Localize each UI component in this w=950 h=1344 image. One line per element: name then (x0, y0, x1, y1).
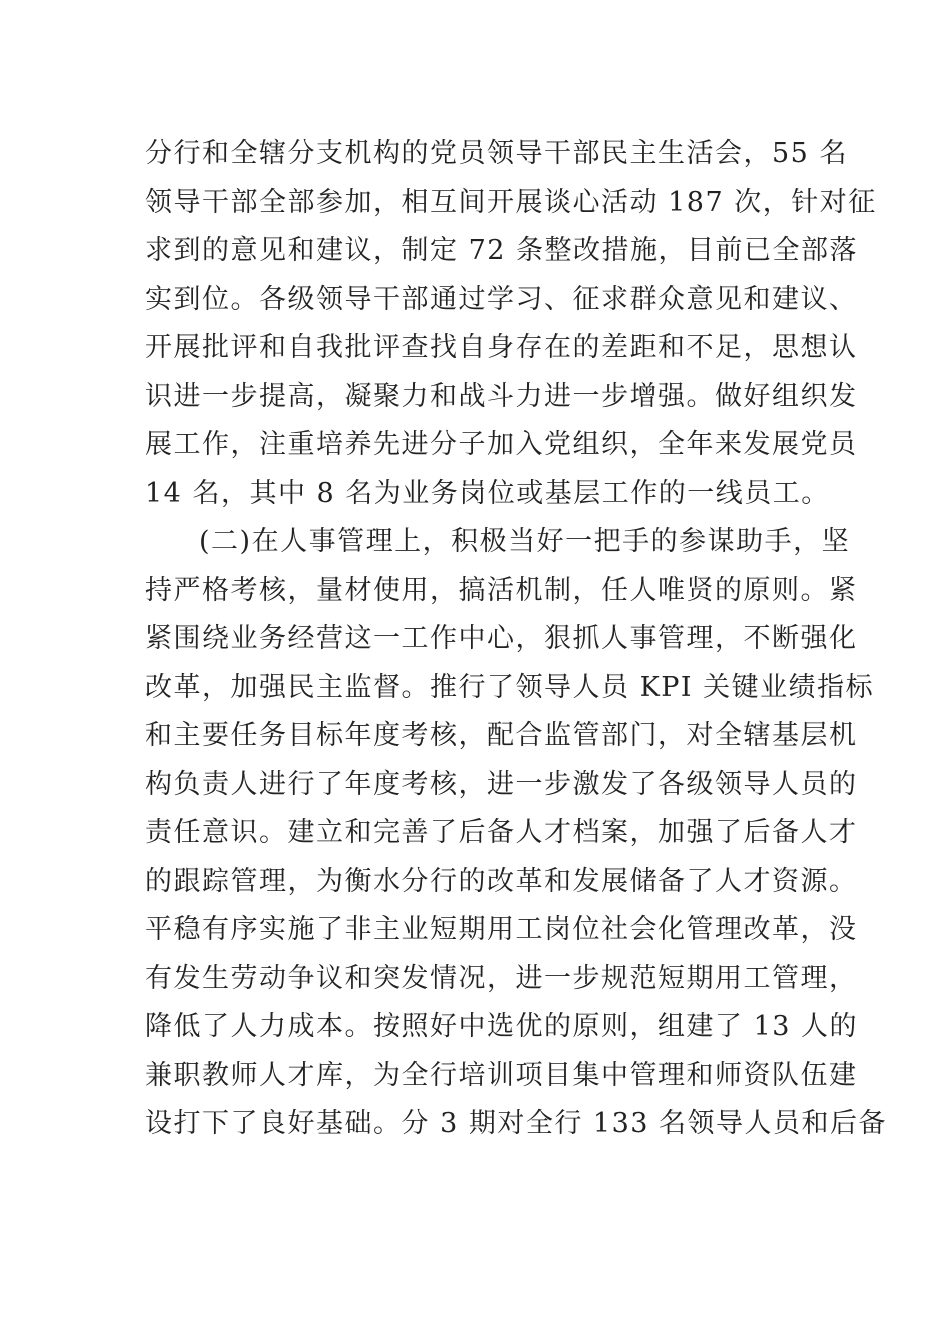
text-line: 分行和全辖分支机构的党员领导干部民主生活会，55 名 (145, 138, 848, 169)
text-line: 领导干部全部参加，相互间开展谈心活动 187 次，针对征 (145, 186, 877, 218)
body-text (145, 130, 888, 1149)
text-line: 展工作，注重培养先进分子加入党组织，全年来发展党员 (145, 429, 858, 460)
text-line: 平稳有序实施了非主业短期用工岗位社会化管理改革，没 (145, 914, 858, 945)
text-line: 设打下了良好基础。分 3 期对全行 133 名领导人员和后备 (145, 1108, 888, 1139)
text-line: 有发生劳动争议和突发情况，进一步规范短期用工管理， (145, 962, 858, 994)
text-line: 兼职教师人才库，为全行培训项目集中管理和师资队伍建 (145, 1059, 858, 1091)
text-line: 降低了人力成本。按照好中选优的原则，组建了 13 人的 (145, 1011, 859, 1042)
text-line: 构负责人进行了年度考核，进一步激发了各级领导人员的 (145, 768, 858, 800)
text-line: 实到位。各级领导干部通过学习、征求群众意见和建议、 (145, 283, 858, 315)
text-line: 持严格考核，量材使用，搞活机制，任人唯贤的原则。紧 (145, 574, 858, 606)
text-line: 紧围绕业务经营这一工作中心，狠抓人事管理，不断强化 (145, 623, 858, 654)
text-line: 开展批评和自我批评查找自身存在的差距和不足，思想认 (145, 332, 858, 363)
text-line: 的跟踪管理，为衡水分行的改革和发展储备了人才资源。 (145, 865, 858, 897)
text-line: 求到的意见和建议，制定 72 条整改措施，目前已全部落 (145, 235, 859, 266)
paragraph-start-line: (二)在人事管理上，积极当好一把手的参谋助手，坚 (199, 526, 851, 557)
text-line: 和主要任务目标年度考核，配合监管部门，对全辖基层机 (145, 720, 858, 751)
text-line: 责任意识。建立和完善了后备人才档案，加强了后备人才 (145, 817, 858, 848)
text-line: 改革，加强民主监督。推行了领导人员 KPI 关键业绩指标 (145, 671, 875, 703)
text-line: 识进一步提高，凝聚力和战斗力进一步增强。做好组织发 (145, 380, 858, 412)
text-line: 14 名，其中 8 名为业务岗位或基层工作的一线员工。 (145, 477, 830, 509)
